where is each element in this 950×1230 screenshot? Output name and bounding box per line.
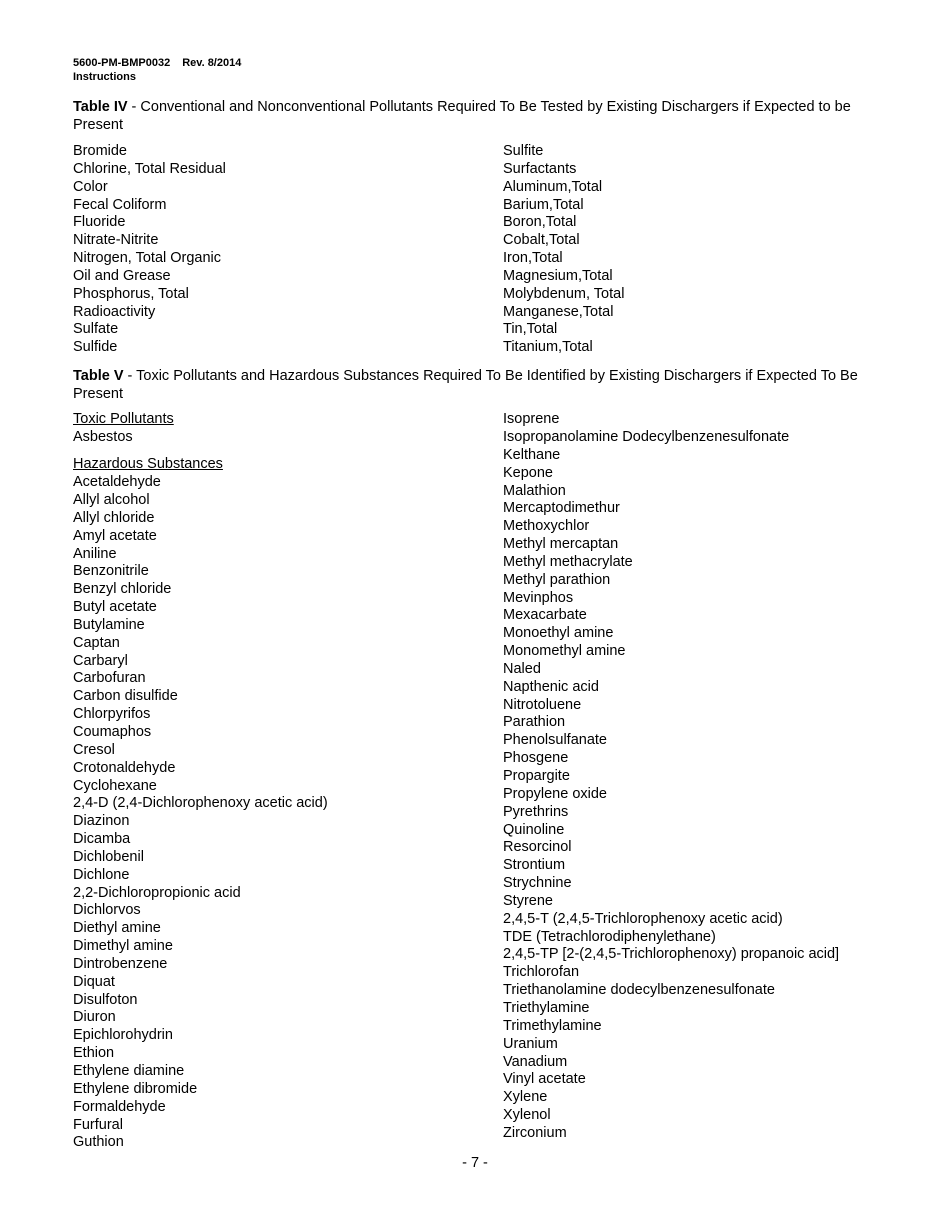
- list-item: Isopropanolamine Dodecylbenzenesulfonate: [503, 428, 790, 445]
- list-item: Ethylene diamine: [73, 1063, 185, 1079]
- list-item: Fecal Coliform: [73, 196, 167, 213]
- list-item: Naled: [503, 660, 541, 677]
- list-item: Crotonaldehyde: [73, 759, 176, 776]
- list-item: Bromide: [73, 143, 127, 159]
- list-item: 2,2-Dichloropropionic acid: [73, 884, 241, 901]
- form-header: [73, 56, 879, 70]
- list-item: Mercaptodimethur: [503, 500, 620, 517]
- list-item: Methyl methacrylate: [503, 553, 633, 570]
- table5-list: [73, 411, 879, 1152]
- table5-right-column: [503, 411, 879, 1152]
- table5-left-column: [73, 411, 503, 1152]
- list-item: Propargite: [503, 768, 570, 784]
- list-item: Monomethyl amine: [503, 643, 626, 660]
- list-item: Chlorpyrifos: [73, 706, 151, 723]
- list-item: Diquat: [73, 973, 115, 990]
- list-item: Sulfate: [73, 321, 119, 338]
- list-item: Formaldehyde: [73, 1098, 166, 1115]
- list-item: Asbestos: [73, 428, 133, 445]
- list-item: Phenolsulfanate: [503, 732, 607, 749]
- list-item: Furfural: [73, 1116, 123, 1133]
- list-item: Cyclohexane: [73, 777, 157, 794]
- list-item: Resorcinol: [503, 839, 572, 856]
- list-item: Ethylene dibromide: [73, 1080, 198, 1097]
- list-item: Sulfite: [503, 143, 544, 159]
- list-item: Quinoline: [503, 821, 565, 838]
- list-item: Color: [73, 178, 108, 195]
- list-item: Phosgene: [503, 750, 569, 767]
- list-item: Zirconium: [503, 1124, 567, 1141]
- list-item: Monoethyl amine: [503, 625, 614, 642]
- table4-title: [73, 98, 879, 134]
- list-item: Nitrogen, Total Organic: [73, 250, 222, 267]
- table4-label: Table IV: [73, 99, 128, 115]
- list-item: Strychnine: [503, 875, 572, 892]
- list-item: Nitrotoluene: [503, 696, 582, 713]
- header-subtitle: Instructions: [73, 71, 136, 83]
- list-item: Butyl acetate: [73, 599, 157, 616]
- list-item: Trimethylamine: [503, 1017, 602, 1034]
- list-item: 2,4,5-TP [2-(2,4,5-Trichlorophenoxy) propanoic acid]: [503, 946, 840, 963]
- list-item: Methyl mercaptan: [503, 536, 619, 553]
- list-item: Nitrate-Nitrite: [73, 232, 159, 249]
- list-item: Captan: [73, 634, 120, 651]
- hazardous-left-list: [73, 474, 503, 1152]
- table4-description: - Conventional and Nonconventional Pollutants Required To Be Tested by Existing Dischargers if Expected to be Present: [73, 99, 851, 133]
- toxic-pollutants-list: [73, 429, 503, 447]
- list-item: Ethion: [73, 1045, 115, 1062]
- list-item: Malathion: [503, 482, 566, 499]
- list-item: 2,4,5-T (2,4,5-Trichlorophenoxy acetic acid): [503, 910, 783, 927]
- list-item: Guthion: [73, 1134, 124, 1151]
- list-item: Dichlone: [73, 866, 130, 883]
- list-item: Napthenic acid: [503, 678, 599, 695]
- toxic-pollutants-heading: Toxic Pollutants: [73, 411, 174, 428]
- list-item: Aluminum,Total: [503, 178, 603, 195]
- list-item: Parathion: [503, 714, 566, 731]
- list-item: Molybdenum, Total: [503, 285, 625, 302]
- list-item: Chlorine, Total Residual: [73, 160, 226, 177]
- list-item: Allyl alcohol: [73, 492, 150, 508]
- list-item: Acetaldehyde: [73, 474, 161, 491]
- list-item: Propylene oxide: [503, 785, 607, 802]
- list-item: Dintrobenzene: [73, 955, 168, 972]
- table4-right-column: [503, 143, 879, 357]
- revision: Rev. 8/2014: [182, 57, 242, 69]
- list-item: Mexacarbate: [503, 607, 587, 624]
- list-item: Trichlorofan: [503, 964, 580, 981]
- list-item: Dimethyl amine: [73, 938, 173, 955]
- list-item: Surfactants: [503, 160, 577, 177]
- list-item: Vinyl acetate: [503, 1071, 586, 1088]
- list-item: Diazinon: [73, 813, 130, 830]
- table5-label: Table V: [73, 368, 124, 385]
- list-item: Xylene: [503, 1089, 548, 1106]
- table4-list: [73, 143, 879, 357]
- list-item: Uranium: [503, 1035, 558, 1052]
- list-item: Methyl parathion: [503, 571, 611, 588]
- list-item: Magnesium,Total: [503, 267, 613, 284]
- list-item: Boron,Total: [503, 214, 577, 231]
- list-item: Strontium: [503, 857, 566, 874]
- list-item: Disulfoton: [73, 991, 138, 1008]
- list-item: Triethylamine: [503, 999, 590, 1016]
- list-item: Barium,Total: [503, 196, 584, 213]
- list-item: Aniline: [73, 545, 117, 562]
- list-item: 2,4-D (2,4-Dichlorophenoxy acetic acid): [73, 795, 328, 812]
- list-item: Vanadium: [503, 1053, 568, 1070]
- list-item: Diuron: [73, 1009, 116, 1026]
- list-item: Cobalt,Total: [503, 232, 580, 249]
- list-item: Carbon disulfide: [73, 688, 178, 705]
- list-item: Dichlorvos: [73, 902, 141, 919]
- list-item: Mevinphos: [503, 589, 574, 606]
- list-item: TDE (Tetrachlorodiphenylethane): [503, 928, 716, 945]
- list-item: Isoprene: [503, 411, 560, 428]
- list-item: Pyrethrins: [503, 803, 569, 820]
- list-item: Sulfide: [73, 339, 118, 356]
- form-number: 5600-PM-BMP0032: [73, 57, 171, 69]
- list-item: Manganese,Total: [503, 303, 614, 320]
- list-item: Oil and Grease: [73, 267, 171, 284]
- list-item: Radioactivity: [73, 303, 156, 320]
- list-item: Dicamba: [73, 831, 131, 848]
- list-item: Fluoride: [73, 214, 126, 231]
- list-item: Epichlorohydrin: [73, 1027, 173, 1044]
- list-item: Tin,Total: [503, 321, 558, 338]
- table5-title: [73, 367, 879, 403]
- list-item: Methoxychlor: [503, 518, 590, 535]
- list-item: Butylamine: [73, 616, 145, 633]
- list-item: Xylenol: [503, 1107, 551, 1124]
- list-item: Titanium,Total: [503, 339, 593, 356]
- list-item: Triethanolamine dodecylbenzenesulfonate: [503, 982, 775, 999]
- hazardous-substances-heading: Hazardous Substances: [73, 456, 223, 473]
- document-page: [73, 56, 879, 1152]
- list-item: Carbofuran: [73, 670, 146, 687]
- list-item: Allyl chloride: [73, 509, 155, 526]
- list-item: Dichlobenil: [73, 848, 144, 865]
- table4-left-column: [73, 143, 503, 357]
- page-number: - 7 -: [462, 1155, 488, 1171]
- table5-description: - Toxic Pollutants and Hazardous Substances Required To Be Identified by Existing Dischargers if Expected To Be Present: [73, 368, 858, 403]
- list-item: Phosphorus, Total: [73, 285, 189, 302]
- list-item: Kelthane: [503, 446, 561, 463]
- list-item: Styrene: [503, 892, 553, 909]
- list-item: Diethyl amine: [73, 920, 161, 937]
- list-item: Amyl acetate: [73, 527, 157, 544]
- list-item: Carbaryl: [73, 652, 128, 669]
- list-item: Cresol: [73, 741, 115, 758]
- list-item: Iron,Total: [503, 250, 563, 267]
- list-item: Benzyl chloride: [73, 581, 172, 598]
- list-item: Coumaphos: [73, 723, 152, 740]
- list-item: Kepone: [503, 464, 553, 481]
- list-item: Benzonitrile: [73, 563, 149, 580]
